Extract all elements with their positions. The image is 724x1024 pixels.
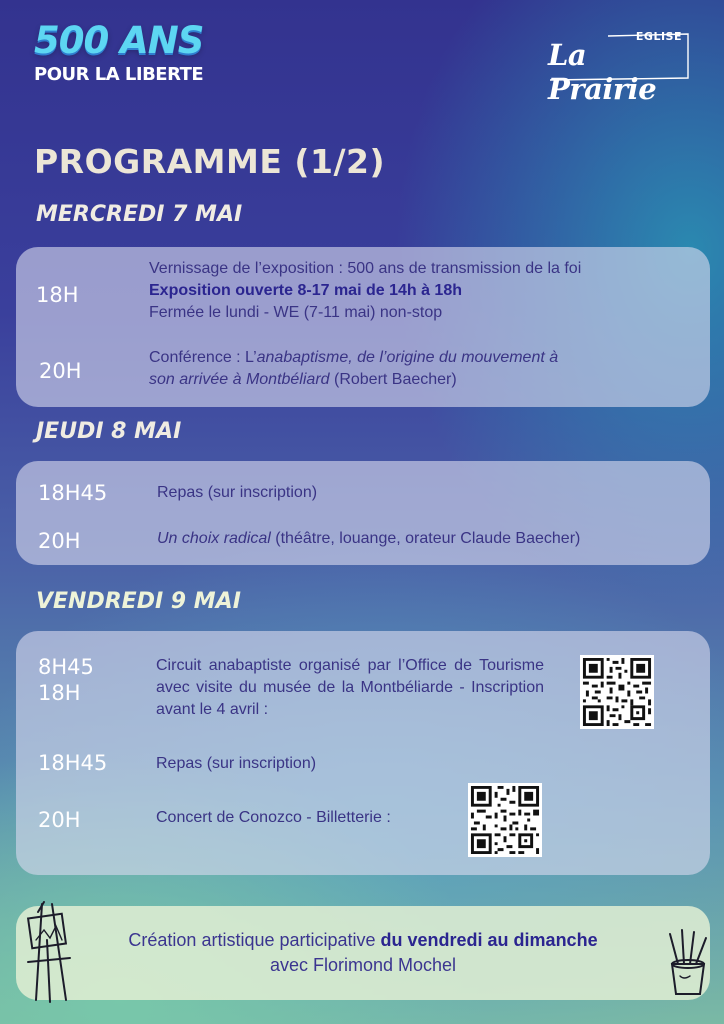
logo-pour-la-liberte: POUR LA LIBERTE	[34, 64, 204, 85]
day-card-vendredi	[16, 631, 710, 875]
event-italic: anabaptisme, de l’origine du mouvement à	[256, 349, 559, 366]
church-logo-eglise: EGLISE	[635, 30, 682, 43]
event-time-end: 18H	[38, 681, 81, 705]
footer-text-bold: du vendredi au dimanche	[380, 930, 598, 950]
event-time: 20H	[38, 808, 81, 832]
footer-banner	[16, 906, 710, 1000]
event-description	[149, 347, 694, 391]
event-line-bold: Exposition ouverte 8-17 mai de 14h à 18h	[149, 282, 462, 299]
event-description	[157, 528, 697, 550]
event-description: Concert de Conozco - Billetterie :	[156, 809, 391, 826]
event-time-start: 8H45	[38, 655, 94, 679]
event-line: Fermée le lundi - WE (7-11 mai) non-stop	[149, 304, 443, 321]
day-heading-vendredi: VENDREDI 9 MAI	[36, 589, 241, 614]
day-heading-mercredi: MERCREDI 7 MAI	[36, 202, 243, 227]
day-heading-jeudi: JEUDI 8 MAI	[36, 419, 182, 444]
church-logo-name: La Prairie	[548, 38, 657, 106]
event-description: Circuit anabaptiste organisé par l’Office de Tourisme avec visite du musée de la Montbéliarde - Inscription avant le 4 avril :	[156, 657, 544, 718]
event-time: 20H	[39, 359, 82, 383]
event-suffix: (théâtre, louange, orateur Claude Baecher)	[270, 530, 581, 547]
event-time: 20H	[38, 529, 81, 553]
event-italic: Un choix radical	[157, 530, 271, 547]
day-card-mercredi	[16, 247, 710, 407]
event-prefix: Conférence : L’	[149, 349, 257, 366]
footer-text	[16, 928, 710, 978]
easel-icon	[22, 900, 92, 1004]
event-description	[149, 258, 694, 324]
event-time: 18H45	[38, 481, 108, 505]
event-time: 18H	[36, 283, 79, 307]
footer-text-line2: avec Florimond Mochel	[269, 955, 457, 975]
qr-code-billetterie[interactable]	[468, 783, 542, 857]
page-title: PROGRAMME (1/2)	[34, 142, 386, 181]
event-line: Vernissage de l’exposition : 500 ans de transmission de la foi	[149, 260, 582, 277]
qr-code-office-tourisme[interactable]	[580, 655, 654, 729]
day-card-jeudi	[16, 461, 710, 565]
event-description: Repas (sur inscription)	[156, 755, 317, 772]
brush-pot-icon	[664, 928, 712, 998]
event-description: Repas (sur inscription)	[157, 484, 318, 501]
event-suffix: (Robert Baecher)	[329, 371, 457, 388]
event-italic: son arrivée à Montbéliard	[149, 371, 330, 388]
event-time: 18H45	[38, 751, 108, 775]
footer-text-plain: Création artistique participative	[128, 930, 381, 950]
logo-500-ans: 500 ANS	[34, 19, 204, 62]
church-logo	[548, 30, 690, 106]
